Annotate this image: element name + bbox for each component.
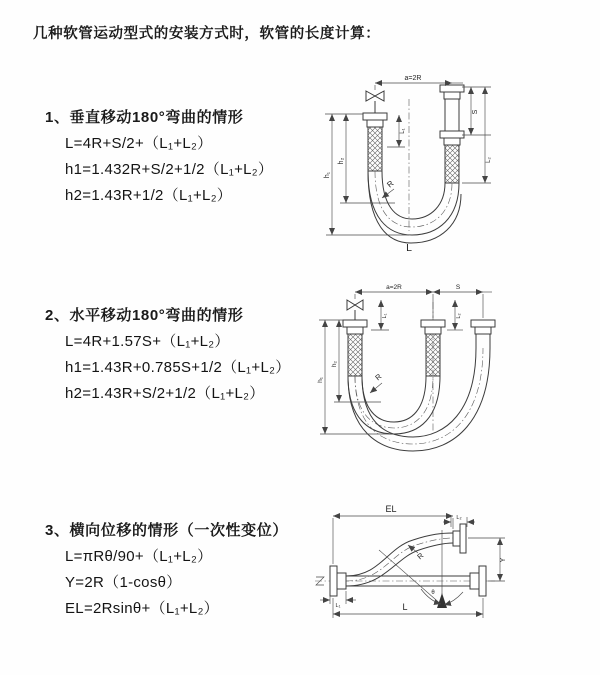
angle-construction: [379, 530, 463, 608]
dim-label-stroke: S: [472, 109, 479, 115]
formula-el: EL=2Rsinθ+（L₁+L₂）: [65, 600, 219, 617]
section-3-heading: 3、横向位移的情形（一次性变位）: [45, 522, 288, 539]
formula-l: L=4R+1.57S+（L₁+L₂）: [65, 333, 230, 350]
dim-label-stroke: S: [455, 284, 461, 291]
displaced-hose: [346, 533, 453, 586]
dim-label-radius: R: [385, 178, 396, 190]
dim-label-l2: L₂: [456, 515, 462, 521]
dim-label-span: a=2R: [404, 75, 422, 82]
formula-l: L=πRθ/90+（L₁+L₂）: [65, 548, 213, 565]
dim-label-length: L: [402, 602, 408, 612]
section-2: [45, 306, 291, 412]
dimensions: [324, 75, 492, 254]
left-pipe: [343, 320, 367, 376]
middle-pipe: [421, 320, 445, 376]
hose-assembly: [343, 300, 495, 451]
moved-pipe: [471, 320, 495, 348]
section-1-heading: 1、垂直移动180°弯曲的情形: [45, 109, 244, 126]
diagram-lateral-displacement: [295, 496, 575, 656]
right-flange: [470, 566, 486, 596]
dim-label-l1: L₁: [382, 313, 388, 319]
dim-label-h2: h₂: [338, 157, 345, 165]
dim-label-length: L: [406, 242, 412, 254]
left-pipe: [363, 113, 387, 171]
diagram-vertical-180-bend: [295, 63, 575, 258]
hose-curves: [348, 348, 490, 451]
section-3: [45, 521, 288, 627]
dim-label-h2: h₂: [331, 360, 338, 368]
valve-icon: [366, 91, 384, 113]
dim-label-radius: R: [415, 550, 426, 562]
hose-assembly: [363, 85, 464, 243]
page-title: 几种软管运动型式的安装方式时，软管的长度计算：: [33, 26, 381, 42]
dim-label-theta: θ: [431, 590, 435, 596]
dim-label-y: Y: [500, 557, 507, 563]
dim-label-h1: h₁: [324, 171, 331, 179]
dimensions: [317, 284, 492, 434]
left-flange: [330, 566, 346, 596]
dim-label-l1: L₁: [335, 603, 341, 609]
top-flange: [453, 524, 466, 553]
formula-h1: h1=1.432R+S/2+1/2（L₁+L₂）: [65, 161, 274, 178]
formula-h2: h2=1.43R+S/2+1/2（L₁+L₂）: [65, 385, 265, 402]
dim-label-l2: L₂: [456, 313, 462, 319]
formula-h1: h1=1.43R+0.785S+1/2（L₁+L₂）: [65, 359, 291, 376]
valve-icon: [347, 300, 363, 320]
dim-label-l2: L₂: [486, 157, 492, 163]
dim-label-radius: R: [373, 371, 384, 383]
section-2-heading: 2、水平移动180°弯曲的情形: [45, 307, 244, 324]
dim-label-l1: L₁: [400, 128, 406, 134]
dim-label-h1: h₁: [317, 377, 324, 383]
dim-label-span: a=2R: [386, 284, 402, 291]
hose-assembly: [330, 524, 486, 608]
dim-label-el: EL: [385, 504, 397, 514]
formula-h2: h2=1.43R+1/2（L₁+L₂）: [65, 187, 233, 204]
right-pipe: [440, 85, 464, 183]
section-1: [45, 108, 273, 214]
dimensions: [320, 504, 507, 618]
formula-l: L=4R+S/2+（L₁+L₂）: [65, 135, 213, 152]
diagram-horizontal-180-bend: [293, 272, 573, 462]
formula-y: Y=2R（1-cosθ）: [65, 574, 182, 591]
